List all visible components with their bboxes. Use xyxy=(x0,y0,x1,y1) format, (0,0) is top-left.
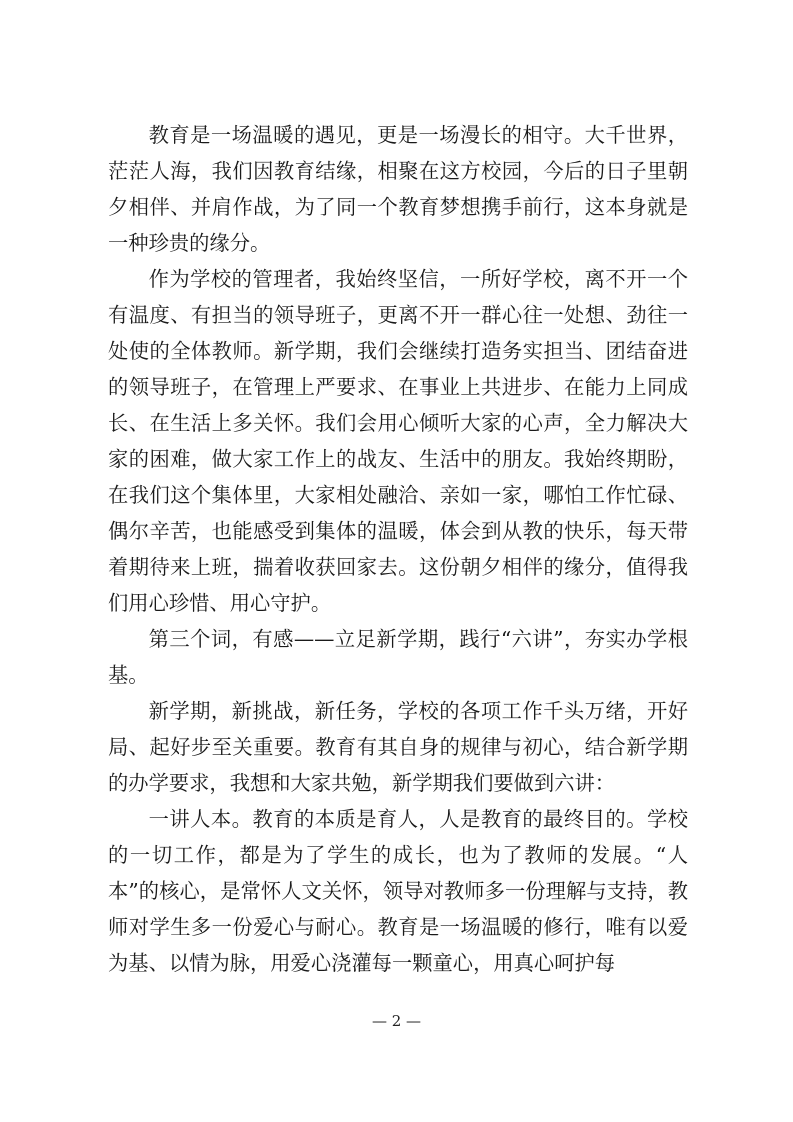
document-body xyxy=(108,117,688,981)
paragraph-2: 作为学校的管理者，我始终坚信，一所好学校，离不开一个有温度、有担当的领导班子，更离不开一群心往一处想、劲往一处使的全体教师。新学期，我们会继续打造务实担当、团结奋进的领导班子，在管理上严要求、在事业上共进步、在能力上同成长、在生活上多关怀。我们会用心倾听大家的心声，全力解决大家的困难，做大家工作上的战友、生活中的朋友。我始终期盼，在我们这个集体里，大家相处融洽、亲如一家，哪怕工作忙碌、偶尔辛苦，也能感受到集体的温暖，体会到从教的快乐，每天带着期待来上班，揣着收获回家去。这份朝夕相伴的缘分，值得我们用心珍惜、用心守护。 xyxy=(108,267,688,615)
paragraph-4: 新学期，新挑战，新任务，学校的各项工作千头万绪，开好局、起好步至关重要。教育有其自身的规律与初心，结合新学期的办学要求，我想和大家共勉，新学期我们要做到六讲： xyxy=(108,699,688,795)
paragraph-1: 教育是一场温暖的遇见，更是一场漫长的相守。大千世界，茫茫人海，我们因教育结缘，相聚在这方校园，今后的日子里朝夕相伴、并肩作战，为了同一个教育梦想携手前行，这本身就是一种珍贵的缘分。 xyxy=(108,123,688,255)
paragraph-3: 第三个词，有感——立足新学期，践行“六讲”，夯实办学根基。 xyxy=(108,627,688,687)
paragraph-5: 一讲人本。教育的本质是育人，人是教育的最终目的。学校的一切工作，都是为了学生的成长，也为了教师的发展。“人本”的核心，是常怀人文关怀，领导对教师多一份理解与支持，教师对学生多一份爱心与耐心。教育是一场温暖的修行，唯有以爱为基、以情为脉，用爱心浇灌每一颗童心，用真心呵护每 xyxy=(108,807,688,975)
page-number: — 2 — xyxy=(371,1012,422,1030)
